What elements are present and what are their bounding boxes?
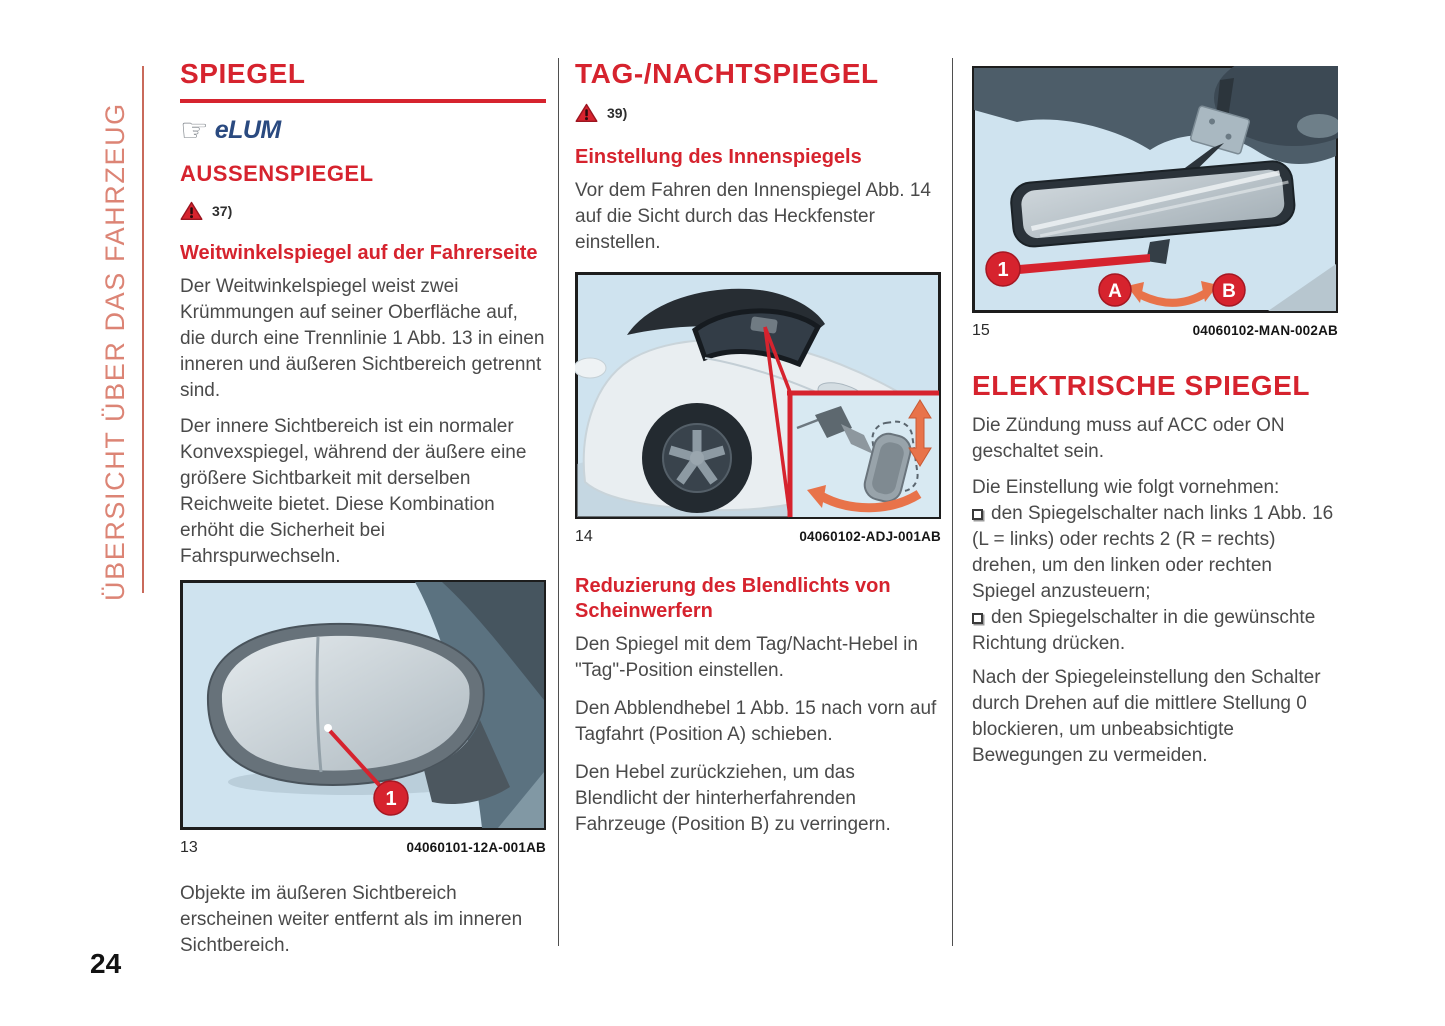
figure-14-caption xyxy=(575,528,941,546)
figure-code: 04060102-MAN-002AB xyxy=(1192,323,1338,338)
paragraph: Der Weitwinkelspiegel weist zwei Krümmungen auf seiner Oberfläche auf, die durch eine Trennlinie 1 Abb. 13 in einen inneren und äußeren Sichtbereich getrennt sind. xyxy=(180,276,545,401)
bullet-text: den Spiegelschalter nach links 1 Abb. 16 (L = links) oder rechts 2 (R = rechts) drehen, um den linken oder rechten Spiegel anzusteuern; xyxy=(972,503,1334,602)
chapter-title-tag-nacht: TAG-/NACHTSPIEGEL xyxy=(575,58,879,89)
elum-reference xyxy=(180,112,546,148)
paragraph: Den Hebel zurückziehen, um das Blendlicht der hinterherfahrenden Fahrzeuge (Position B) zu verringern. xyxy=(575,762,891,835)
warning-number: 39) xyxy=(607,105,628,121)
bullet-item xyxy=(972,605,1338,657)
paragraph: Die Einstellung wie folgt vornehmen: xyxy=(972,477,1280,498)
figure-number: 15 xyxy=(972,322,990,339)
subheading-weitwinkelspiegel: Weitwinkelspiegel auf der Fahrerseite xyxy=(180,242,538,264)
callout-1-label: 1 xyxy=(997,259,1009,281)
figure-15-caption xyxy=(972,322,1338,340)
chapter-label: ÜBERSICHT ÜBER DAS FAHRZEUG xyxy=(100,102,130,601)
figure-14-image xyxy=(575,272,941,519)
square-bullet-icon xyxy=(972,613,983,624)
column-right xyxy=(972,58,1338,779)
chapter-label-rule xyxy=(142,66,144,593)
bullet-text: den Spiegelschalter in die gewünschte Richtung drücken. xyxy=(972,607,1316,654)
warning-reference-row xyxy=(180,201,546,221)
square-bullet-icon xyxy=(972,509,983,520)
figure-13 xyxy=(180,580,546,830)
column-divider xyxy=(952,58,953,946)
chapter-title: SPIEGEL xyxy=(180,58,546,103)
callout-1-label: 1 xyxy=(385,788,397,810)
warning-number: 37) xyxy=(212,203,233,219)
callout-b-label: B xyxy=(1222,281,1236,302)
paragraph: Vor dem Fahren den Innenspiegel Abb. 14 auf die Sicht durch das Heckfenster einstellen. xyxy=(575,180,931,253)
section-heading-elektrische-spiegel: ELEKTRISCHE SPIEGEL xyxy=(972,370,1311,401)
paragraph: Nach der Spiegeleinstellung den Schalter durch Drehen auf die mittlere Stellung 0 blockieren, um unbeabsichtigte Bewegungen zu vermeiden. xyxy=(972,667,1321,766)
figure-13-caption xyxy=(180,839,546,857)
bullet-item xyxy=(972,501,1338,605)
adjustment-inset xyxy=(787,391,939,517)
figure-13-image xyxy=(180,580,546,830)
figure-code: 04060101-12A-001AB xyxy=(406,840,546,855)
figure-number: 14 xyxy=(575,528,593,545)
elum-logo: eLUM xyxy=(214,115,281,144)
figure-number: 13 xyxy=(180,839,198,856)
figure-15-image xyxy=(972,66,1338,313)
callout-a-label: A xyxy=(1108,281,1122,302)
figure-15 xyxy=(972,66,1338,313)
column-middle xyxy=(575,58,941,848)
paragraph: Die Zündung muss auf ACC oder ON geschaltet sein. xyxy=(972,415,1285,462)
figure-14 xyxy=(575,272,941,519)
paragraph: Objekte im äußeren Sichtbereich erscheinen weiter entfernt als im inneren Sichtbereich. xyxy=(180,883,523,956)
page-number: 24 xyxy=(90,948,122,979)
paragraph: Der innere Sichtbereich ist ein normaler Konvexspiegel, während der äußere eine größere Sichtbarkeit mit derselben Reichweite bietet. Diese Kombination erhöht die Sicherheit bei Fahrspurwechseln. xyxy=(180,416,527,567)
column-left xyxy=(180,58,546,969)
paragraph: Den Spiegel mit dem Tag/Nacht-Hebel in "Tag"-Position einstellen. xyxy=(575,634,918,681)
section-heading-aussenspiegel: AUSSENSPIEGEL xyxy=(180,161,374,186)
warning-reference-row xyxy=(575,103,941,123)
column-divider xyxy=(558,58,559,946)
paragraph: Den Abblendhebel 1 Abb. 15 nach vorn auf Tagfahrt (Position A) schieben. xyxy=(575,698,937,745)
warning-triangle-icon xyxy=(180,201,203,221)
figure-code: 04060102-ADJ-001AB xyxy=(799,529,941,544)
subheading-blendlicht: Reduzierung des Blendlichts von Scheinwerfern xyxy=(575,575,891,622)
pointing-hand-icon: ☞ xyxy=(180,112,209,148)
warning-triangle-icon xyxy=(575,103,598,123)
subheading-einstellung: Einstellung des Innenspiegels xyxy=(575,146,862,168)
